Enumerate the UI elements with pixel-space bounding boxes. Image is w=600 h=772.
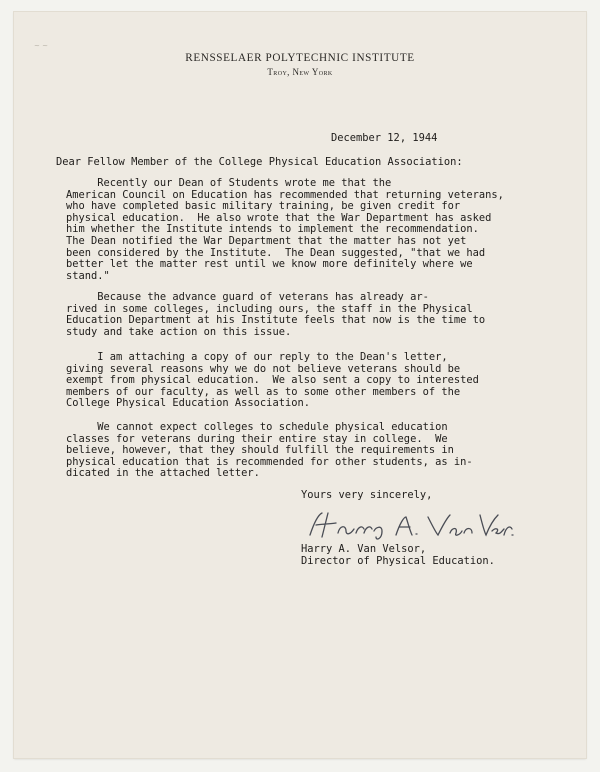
paragraph-line: dicated in the attached letter. [66, 467, 260, 480]
letter-date: December 12, 1944 [331, 132, 438, 144]
paragraph-3 [66, 352, 479, 410]
paragraph-line: physical education that is recommended for other students, as in- [66, 455, 473, 468]
paragraph-line: Education Department at his Institute feels that now is the time to [66, 314, 486, 327]
paragraph-line: classes for veterans during their entire stay in college. We [66, 432, 448, 445]
paragraph-line: physical education. He also wrote that the War Department has asked [66, 211, 492, 224]
letter-salutation: Dear Fellow Member of the College Physical Education Association: [56, 156, 463, 168]
paragraph-line: better let the matter rest until we know more definitely where we [66, 258, 473, 271]
paragraph-line: exempt from physical education. We also sent a copy to interested [66, 374, 479, 387]
letterhead-location: Troy, New York [267, 67, 333, 77]
letterhead-institution: RENSSELAER POLYTECHNIC INSTITUTE [185, 52, 415, 64]
paragraph-line: giving several reasons why we do not believe veterans should be [66, 362, 461, 375]
signer-name: Harry A. Van Velsor, [301, 543, 427, 555]
paragraph-line: members of our faculty, as well as to some other members of the [66, 385, 461, 398]
corner-pencil-mark: ~ ~ [34, 42, 48, 50]
paragraph-line: rived in some colleges, including ours, the staff in the Physical [66, 302, 473, 315]
letter-page [14, 12, 586, 758]
paragraph-4 [66, 422, 473, 480]
signer-title: Director of Physical Education. [301, 555, 495, 567]
paragraph-2 [66, 292, 485, 338]
paragraph-line: him whether the Institute intends to implement the recommendation. [66, 223, 479, 236]
paragraph-line: American Council on Education has recommended that returning veterans, [66, 188, 504, 201]
paragraph-line: We cannot expect colleges to schedule physical education [66, 421, 448, 433]
paragraph-line: stand." [66, 269, 110, 282]
handwritten-signature [304, 509, 514, 543]
paragraph-line: Because the advance guard of veterans has already ar- [66, 291, 429, 303]
paragraph-1 [66, 178, 504, 282]
paragraph-line: I am attaching a copy of our reply to the Dean's letter, [66, 351, 448, 363]
paragraph-line: The Dean notified the War Department that the matter has not yet [66, 234, 467, 247]
paragraph-line: believe, however, that they should fulfill the requirements in [66, 444, 454, 457]
letter-closing: Yours very sincerely, [301, 489, 433, 501]
paragraph-line: study and take action on this issue. [66, 325, 292, 338]
paragraph-line: College Physical Education Association. [66, 397, 310, 410]
paragraph-line: who have completed basic military training, be given credit for [66, 200, 461, 213]
paragraph-line: Recently our Dean of Students wrote me that the [66, 177, 392, 189]
paragraph-line: been considered by the Institute. The Dean suggested, "that we had [66, 246, 486, 259]
